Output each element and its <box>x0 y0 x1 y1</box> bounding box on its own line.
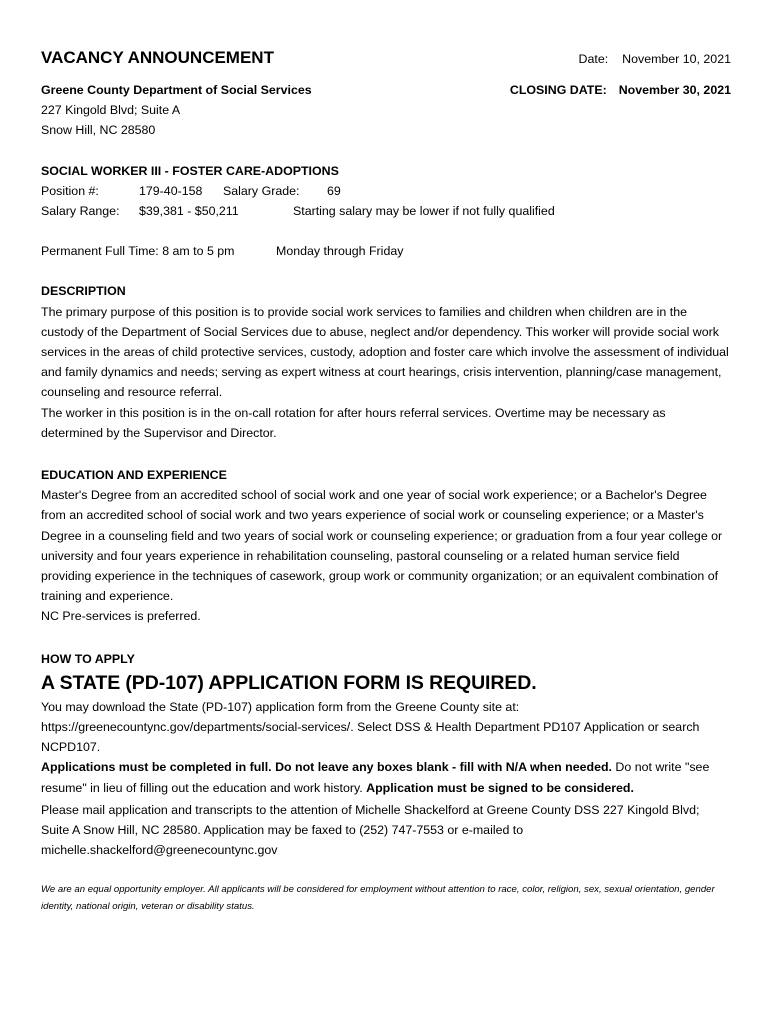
download-instructions: You may download the State (PD-107) application form from the Greene County site at: https://greenecountync.gov/departments/social-services/. Select DSS & Health Department PD107 Application or search NCPD107. <box>41 699 700 755</box>
salary-range-row <box>41 201 731 221</box>
announcement-date <box>579 49 731 69</box>
education-heading: EDUCATION AND EXPERIENCE <box>41 468 227 483</box>
equal-opportunity-statement: We are an equal opportunity employer. All applicants will be considered for employment without attention to race, color, religion, sex, sexual orientation, gender identity, national origin, veteran or disability status. <box>41 883 715 912</box>
position-number-label: Position #: <box>41 183 99 198</box>
schedule-row <box>41 241 731 261</box>
position-number-row <box>41 181 731 201</box>
vacancy-document <box>41 44 731 915</box>
closing-date-label: CLOSING DATE: <box>509 83 607 97</box>
application-rules <box>41 757 731 797</box>
employer-address-line1: 227 Kingold Blvd; Suite A <box>41 103 181 118</box>
rule-complete-in-full: Applications must be completed in full. Do not leave any boxes blank - fill with N/A when needed. <box>41 760 612 775</box>
position-title: SOCIAL WORKER III - FOSTER CARE-ADOPTIONS <box>41 163 339 178</box>
header-row <box>41 44 731 72</box>
document-title: VACANCY ANNOUNCEMENT <box>41 48 274 67</box>
rule-no-resume: Do not write "see resume" in lieu of filling out the education and work history. <box>41 760 710 795</box>
date-value: November 10, 2021 <box>622 52 731 66</box>
description-paragraph-2: The worker in this position is in the on-call rotation for after hours referral services. Overtime may be necessary as determined by the Supervisor and Director. <box>41 405 666 440</box>
closing-date <box>510 80 731 100</box>
salary-range-label: Salary Range: <box>41 204 120 219</box>
rule-must-be-signed: Application must be signed to be considered. <box>366 780 634 795</box>
closing-date-value: November 30, 2021 <box>618 83 731 97</box>
how-to-apply-heading: HOW TO APPLY <box>41 651 135 666</box>
application-required-banner: A STATE (PD-107) APPLICATION FORM IS REQUIRED. <box>41 671 537 694</box>
position-number-value: 179-40-158 <box>139 183 203 198</box>
description-heading: DESCRIPTION <box>41 284 126 299</box>
schedule-days: Monday through Friday <box>276 244 404 259</box>
salary-grade-label: Salary Grade: <box>223 183 300 198</box>
date-label: Date: <box>578 52 609 66</box>
mail-instructions: Please mail application and transcripts to the attention of Michelle Shackelford at Greene County DSS 227 Kingold Blvd; Suite A Snow Hill, NC 28580. Application may be faxed to (252) 747-7553 or e-mailed to michelle.shackelford@greenecountync.gov <box>41 802 700 858</box>
salary-grade-value: 69 <box>327 183 341 198</box>
salary-note: Starting salary may be lower if not fully qualified <box>293 204 555 219</box>
employer-row <box>41 80 731 100</box>
employer-name: Greene County Department of Social Services <box>41 83 312 97</box>
education-paragraph-1: Master's Degree from an accredited school of social work and one year of social work experience; or a Bachelor's Degree from an accredited school of social work and two years experience of social work or counseling experience; or a Master's Degree in a counseling field and two years of social work or counseling experience; or graduation from a four year college or university and four years experience in rehabilitation counseling, pastoral counseling or a related human service field providing experience in the techniques of casework, group work or community organization; or an equivalent combination of training and experience. <box>41 488 723 604</box>
description-paragraph-1: The primary purpose of this position is to provide social work services to families and children when children are in the custody of the Department of Social Services due to abuse, neglect and/or dependency. This worker will provide social work services in the areas of child protective services, custody, adoption and foster care which involve the assessment of individual and family dynamics and needs; serving as expert witness at court hearings, crisis intervention, planning/case management, counseling and resource referral. <box>41 304 729 400</box>
education-paragraph-2: NC Pre-services is preferred. <box>41 609 201 624</box>
schedule-hours: Permanent Full Time: 8 am to 5 pm <box>41 244 235 259</box>
employer-address-line2: Snow Hill, NC 28580 <box>41 123 156 138</box>
salary-range-value: $39,381 - $50,211 <box>139 204 239 219</box>
